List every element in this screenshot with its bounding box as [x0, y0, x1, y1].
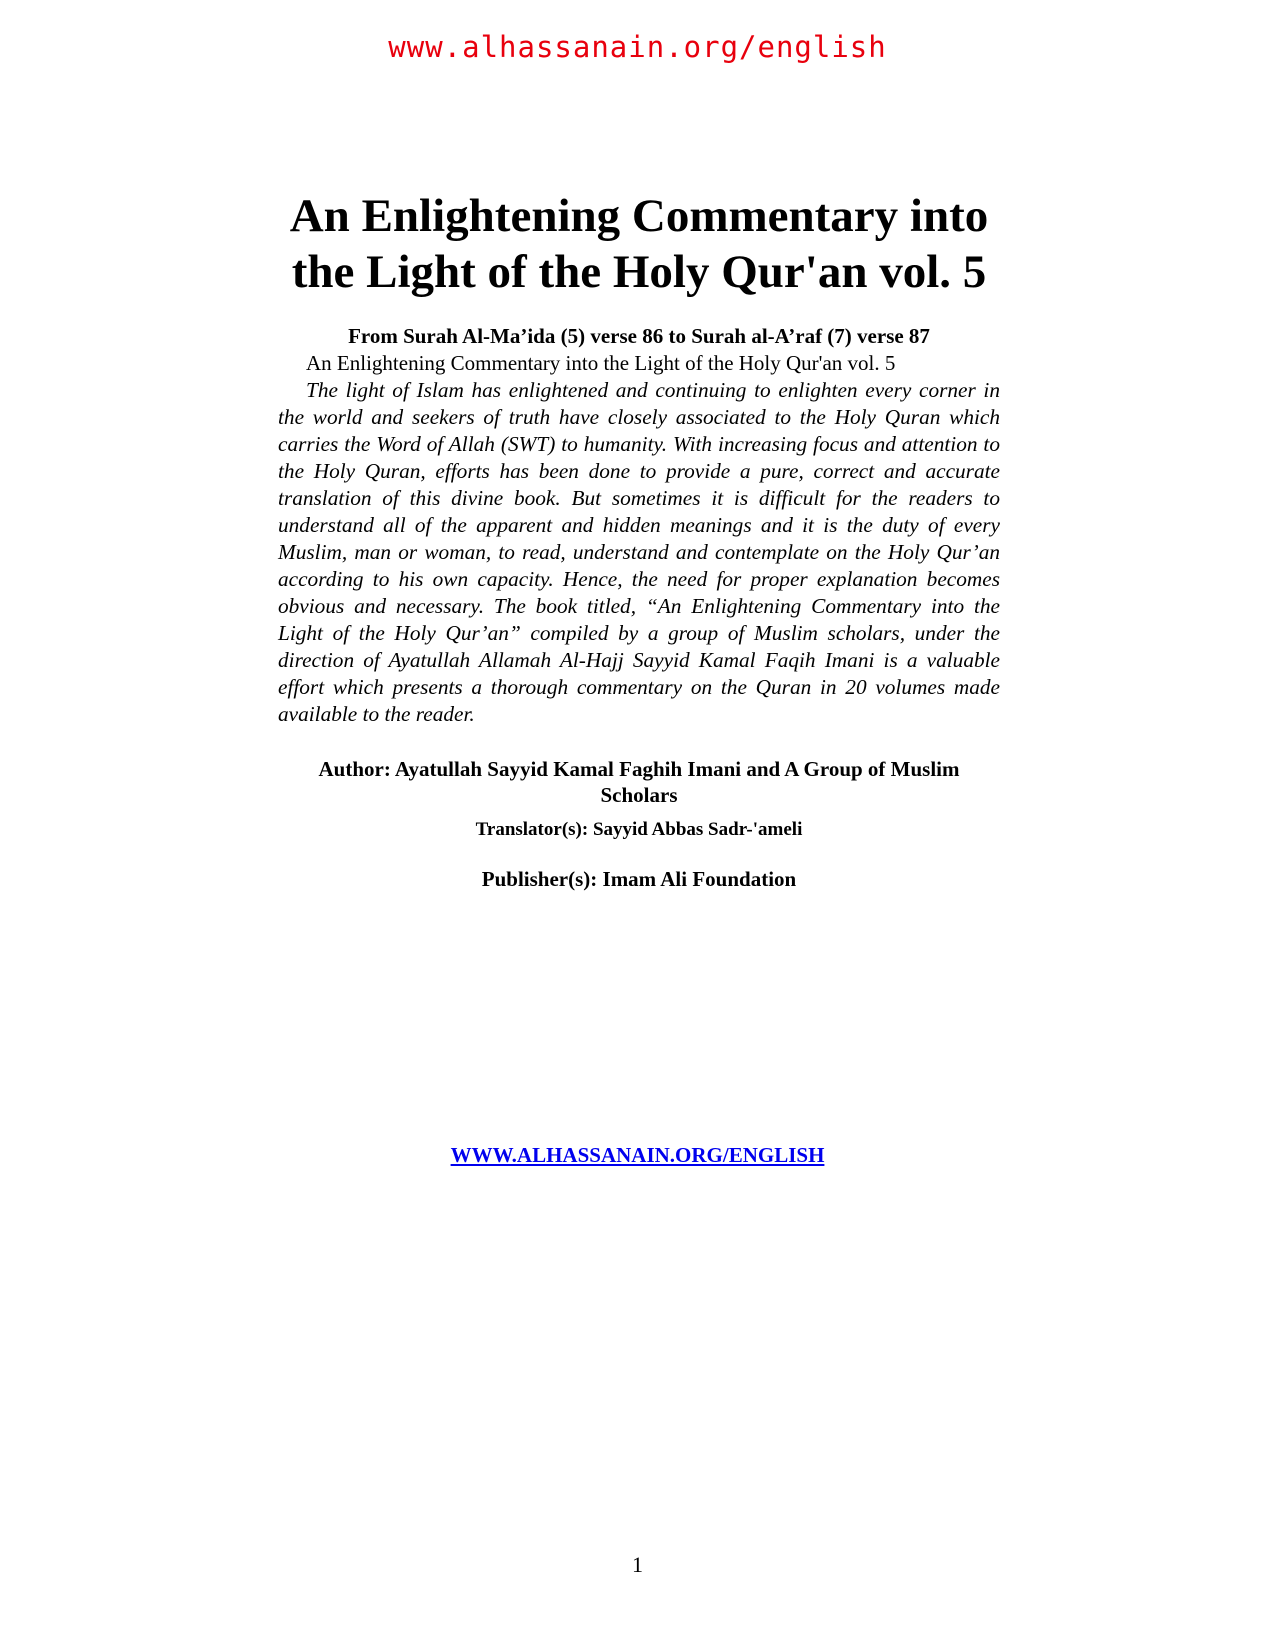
book-publisher: Publisher(s): Imam Ali Foundation [481, 867, 797, 891]
book-title-repeat: An Enlightening Commentary into the Light of the Holy Qur'an vol. 5 [306, 351, 896, 375]
document-body [278, 188, 1000, 892]
header-site-link[interactable]: www.alhassanain.org/english [388, 30, 887, 64]
book-description: The light of Islam has enlightened and continuing to enlighten every corner in the world and seekers of truth have closely associated to the Holy Quran which carries the Word of Allah (SWT) to humanity. With increasing focus and attention to the Holy Quran, efforts has been done to provide a pure, correct and accurate translation of this divine book. But sometimes it is difficult for the readers to understand all of the apparent and hidden meanings and it is the duty of every Muslim, man or woman, to read, understand and contemplate on the Holy Qur’an according to his own capacity. Hence, the need for proper explanation becomes obvious and necessary. The book titled, “An Enlightening Commentary into the Light of the Holy Qur’an” compiled by a group of Muslim scholars, under the direction of Ayatullah Allamah Al-Hajj Sayyid Kamal Faqih Imani is a valuable effort which presents a thorough commentary on the Quran in 20 volumes made available to the reader. [278, 378, 1000, 726]
book-subtitle: From Surah Al-Ma’ida (5) verse 86 to Surah al-A’raf (7) verse 87 [348, 324, 930, 348]
book-translator: Translator(s): Sayyid Abbas Sadr-'ameli [475, 819, 803, 840]
page-number: 1 [632, 1552, 643, 1577]
book-author: Author: Ayatullah Sayyid Kamal Faghih Imani and A Group of Muslim Scholars [318, 757, 960, 807]
footer-site-link[interactable]: WWW.ALHASSANAIN.ORG/ENGLISH [450, 1143, 825, 1167]
book-title: An Enlightening Commentary into the Light of the Holy Qur'an vol. 5 [289, 190, 989, 298]
